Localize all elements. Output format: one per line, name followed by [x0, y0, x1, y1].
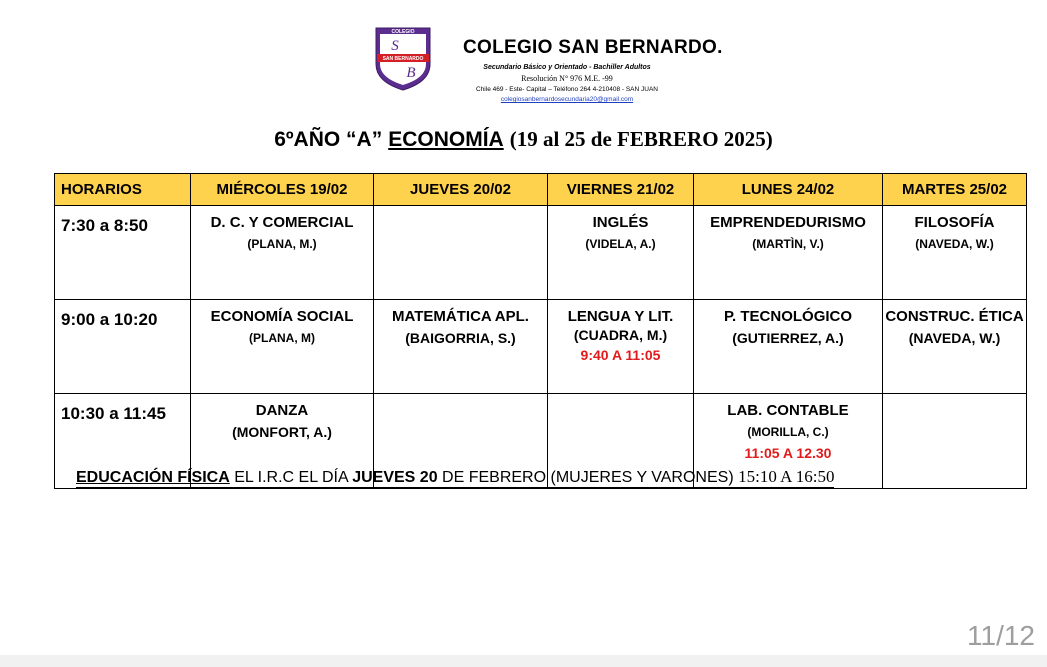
teacher-name: (NAVEDA, W.): [915, 237, 994, 251]
schedule-cell: [374, 300, 548, 394]
subject-name: FILOSOFÍA: [914, 214, 995, 231]
subject-name: LAB. CONTABLE: [727, 402, 849, 419]
school-subtitle: Secundario Básico y Orientado - Bachiller Adultos: [483, 64, 651, 71]
table-row: [55, 300, 1027, 394]
subject-name: D. C. Y COMERCIAL: [210, 214, 354, 231]
pe-subject: EDUCACIÓN FÍSICA: [76, 469, 230, 486]
subject-name: LENGUA Y LIT.: [567, 308, 674, 325]
title-dates: (19 al 25 de FEBRERO 2025): [509, 127, 773, 151]
teacher-name: (MARTÌN, V.): [752, 237, 824, 251]
crest-band-text: SAN BERNARDO: [382, 56, 424, 62]
time-slot: 7:30 a 8:50: [55, 206, 191, 300]
school-email-link[interactable]: colegiosanbernardosecundaria20@gmail.com: [500, 96, 634, 103]
crest-top-text: COLEGIO: [391, 29, 415, 35]
teacher-name: (GUTIERREZ, A.): [732, 330, 844, 346]
crest-letter-bottom: B: [406, 65, 416, 81]
time-note: 11:05 A 12.30: [744, 445, 832, 461]
column-header: LUNES 24/02: [694, 174, 883, 206]
subject-name: INGLÉS: [592, 214, 649, 231]
subject-name: EMPRENDEDURISMO: [710, 214, 866, 231]
schedule-cell: [883, 206, 1027, 300]
subject-name: DANZA: [255, 402, 309, 419]
school-address: Chile 469 - Este- Capital – Teléfono 264 4-210408 - SAN JUAN: [476, 86, 658, 93]
title-course: 6ºAÑO “A”: [274, 128, 383, 151]
column-header: MIÉRCOLES 19/02: [191, 174, 374, 206]
column-header: MARTES 25/02: [883, 174, 1027, 206]
teacher-name: (PLANA, M.): [247, 237, 317, 251]
column-header: JUEVES 20/02: [374, 174, 548, 206]
schedule-table: [54, 173, 1027, 489]
subject-name: P. TECNOLÓGICO: [723, 308, 853, 325]
teacher-name: (NAVEDA, W.): [908, 330, 1001, 346]
subject-name: CONSTRUC. ÉTICA: [885, 308, 1024, 325]
pe-text-2: DE FEBRERO (MUJERES Y VARONES): [437, 469, 739, 486]
viewer-bottom-bar: [0, 655, 1047, 667]
schedule-cell: [694, 206, 883, 300]
subject-name: ECONOMÍA SOCIAL: [210, 308, 354, 325]
schedule-title: [0, 127, 1047, 152]
schedule-cell: [191, 300, 374, 394]
pe-time: 15:10 A 16:50: [738, 467, 835, 486]
title-subject: ECONOMÍA: [388, 128, 504, 151]
schedule-cell: [374, 206, 548, 300]
schedule-cell: [191, 206, 374, 300]
teacher-name: (BAIGORRIA, S.): [405, 330, 516, 346]
physical-education-note: [76, 468, 834, 488]
teacher-name: (VIDELA, A.): [585, 237, 656, 251]
schedule-cell: [548, 206, 694, 300]
table-header-row: [55, 174, 1027, 206]
schedule-cell: [883, 300, 1027, 394]
crest-letter-top: S: [391, 38, 399, 54]
time-slot: 10:30 a 11:45: [55, 394, 191, 489]
column-header: HORARIOS: [55, 174, 191, 206]
teacher-name: (MONFORT, A.): [232, 424, 332, 440]
teacher-name: (PLANA, M): [249, 331, 315, 345]
page-indicator: 11/12: [967, 620, 1035, 651]
column-header: VIERNES 21/02: [548, 174, 694, 206]
school-resolution: Resolución N° 976 M.E. -99: [521, 74, 613, 83]
table-row: [55, 206, 1027, 300]
document-header: [365, 20, 785, 110]
teacher-name: (MORILLA, C.): [747, 425, 829, 439]
time-slot: 9:00 a 10:20: [55, 300, 191, 394]
pe-text-1: EL I.R.C EL DÍA: [229, 469, 353, 486]
time-note: 9:40 A 11:05: [580, 347, 661, 363]
schedule-cell: [694, 300, 883, 394]
schedule-cell: [883, 394, 1027, 489]
pe-day: JUEVES 20: [352, 469, 438, 486]
schedule-cell: [548, 300, 694, 394]
school-name: COLEGIO SAN BERNARDO.: [463, 37, 723, 58]
teacher-name: (CUADRA, M.): [573, 327, 668, 343]
subject-name: MATEMÁTICA APL.: [392, 308, 529, 325]
